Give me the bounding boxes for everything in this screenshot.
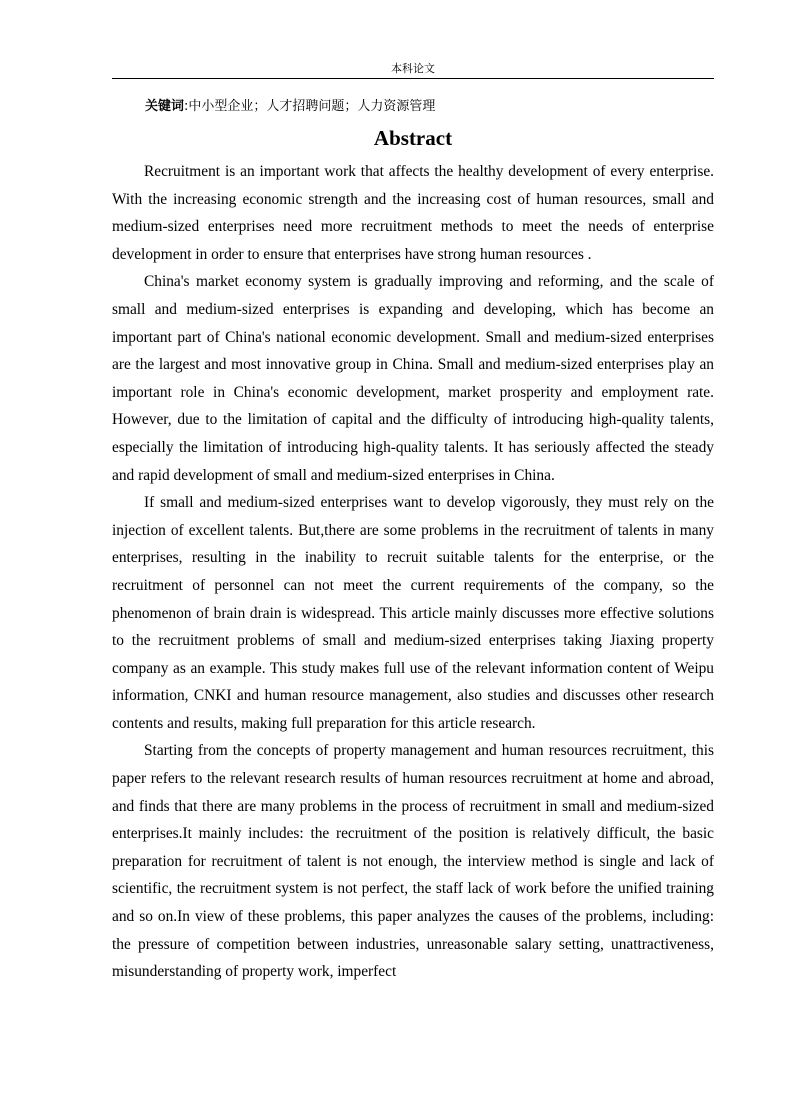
abstract-paragraph-4: Starting from the concepts of property management and human resources recruitment, this paper refers to the relevant research results of human resources recruitment at home and abroad, and finds that there are many problems in the process of recruitment in small and medium-sized enterprises.It mainly includes: the recruitment of the position is relatively difficult, the basic preparation for recruitment of talent is not enough, the interview method is single and lack of scientific, the recruitment system is not perfect, the staff lack of work before the unified training and so on.In view of these problems, this paper analyzes the causes of the problems, including: the pressure of competition between industries, unreasonable salary setting, unattractiveness, misunderstanding of property work, imperfect [112, 742, 714, 981]
header-rule [112, 78, 714, 79]
abstract-body [112, 158, 714, 986]
keywords-separator: : [184, 99, 189, 114]
keywords-label: 关键词 [145, 99, 185, 114]
running-header: 本科论文 [391, 62, 435, 75]
keywords-line [145, 95, 435, 114]
abstract-paragraph-1: Recruitment is an important work that affects the healthy development of every enterprise. With the increasing economic strength and the increasing cost of human resources, small and medium-sized enterprises need more recruitment methods to meet the needs of enterprise development in order to ensure that enterprises have strong human resources . [112, 163, 714, 263]
abstract-paragraph-2: China's market economy system is gradually improving and reforming, and the scale of small and medium-sized enterprises is expanding and developing, which has become an important part of China's national economic development. Small and medium-sized enterprises are the largest and most innovative group in China. Small and medium-sized enterprises play an important role in China's economic development, market prosperity and employment rate. However, due to the limitation of capital and the difficulty of introducing high-quality talents, especially the limitation of introducing high-quality talents. It has seriously affected the steady and rapid development of small and medium-sized enterprises in China. [112, 273, 714, 484]
abstract-paragraph-3: If small and medium-sized enterprises want to develop vigorously, they must rely on the injection of excellent talents. But,there are some problems in the recruitment of talents in many enterprises, resulting in the inability to recruit suitable talents for the enterprise, or the recruitment of personnel can not meet the current requirements of the company, so the phenomenon of brain drain is widespread. This article mainly discusses more effective solutions to the recruitment problems of small and medium-sized enterprises taking Jiaxing property company as an example. This study makes full use of the relevant information content of Weipu information, CNKI and human resource management, also studies and discusses other research contents and results, making full preparation for this article research. [112, 494, 714, 732]
keywords-text: 中小型企业；人才招聘问题；人力资源管理 [188, 99, 436, 114]
abstract-title: Abstract [373, 126, 453, 150]
